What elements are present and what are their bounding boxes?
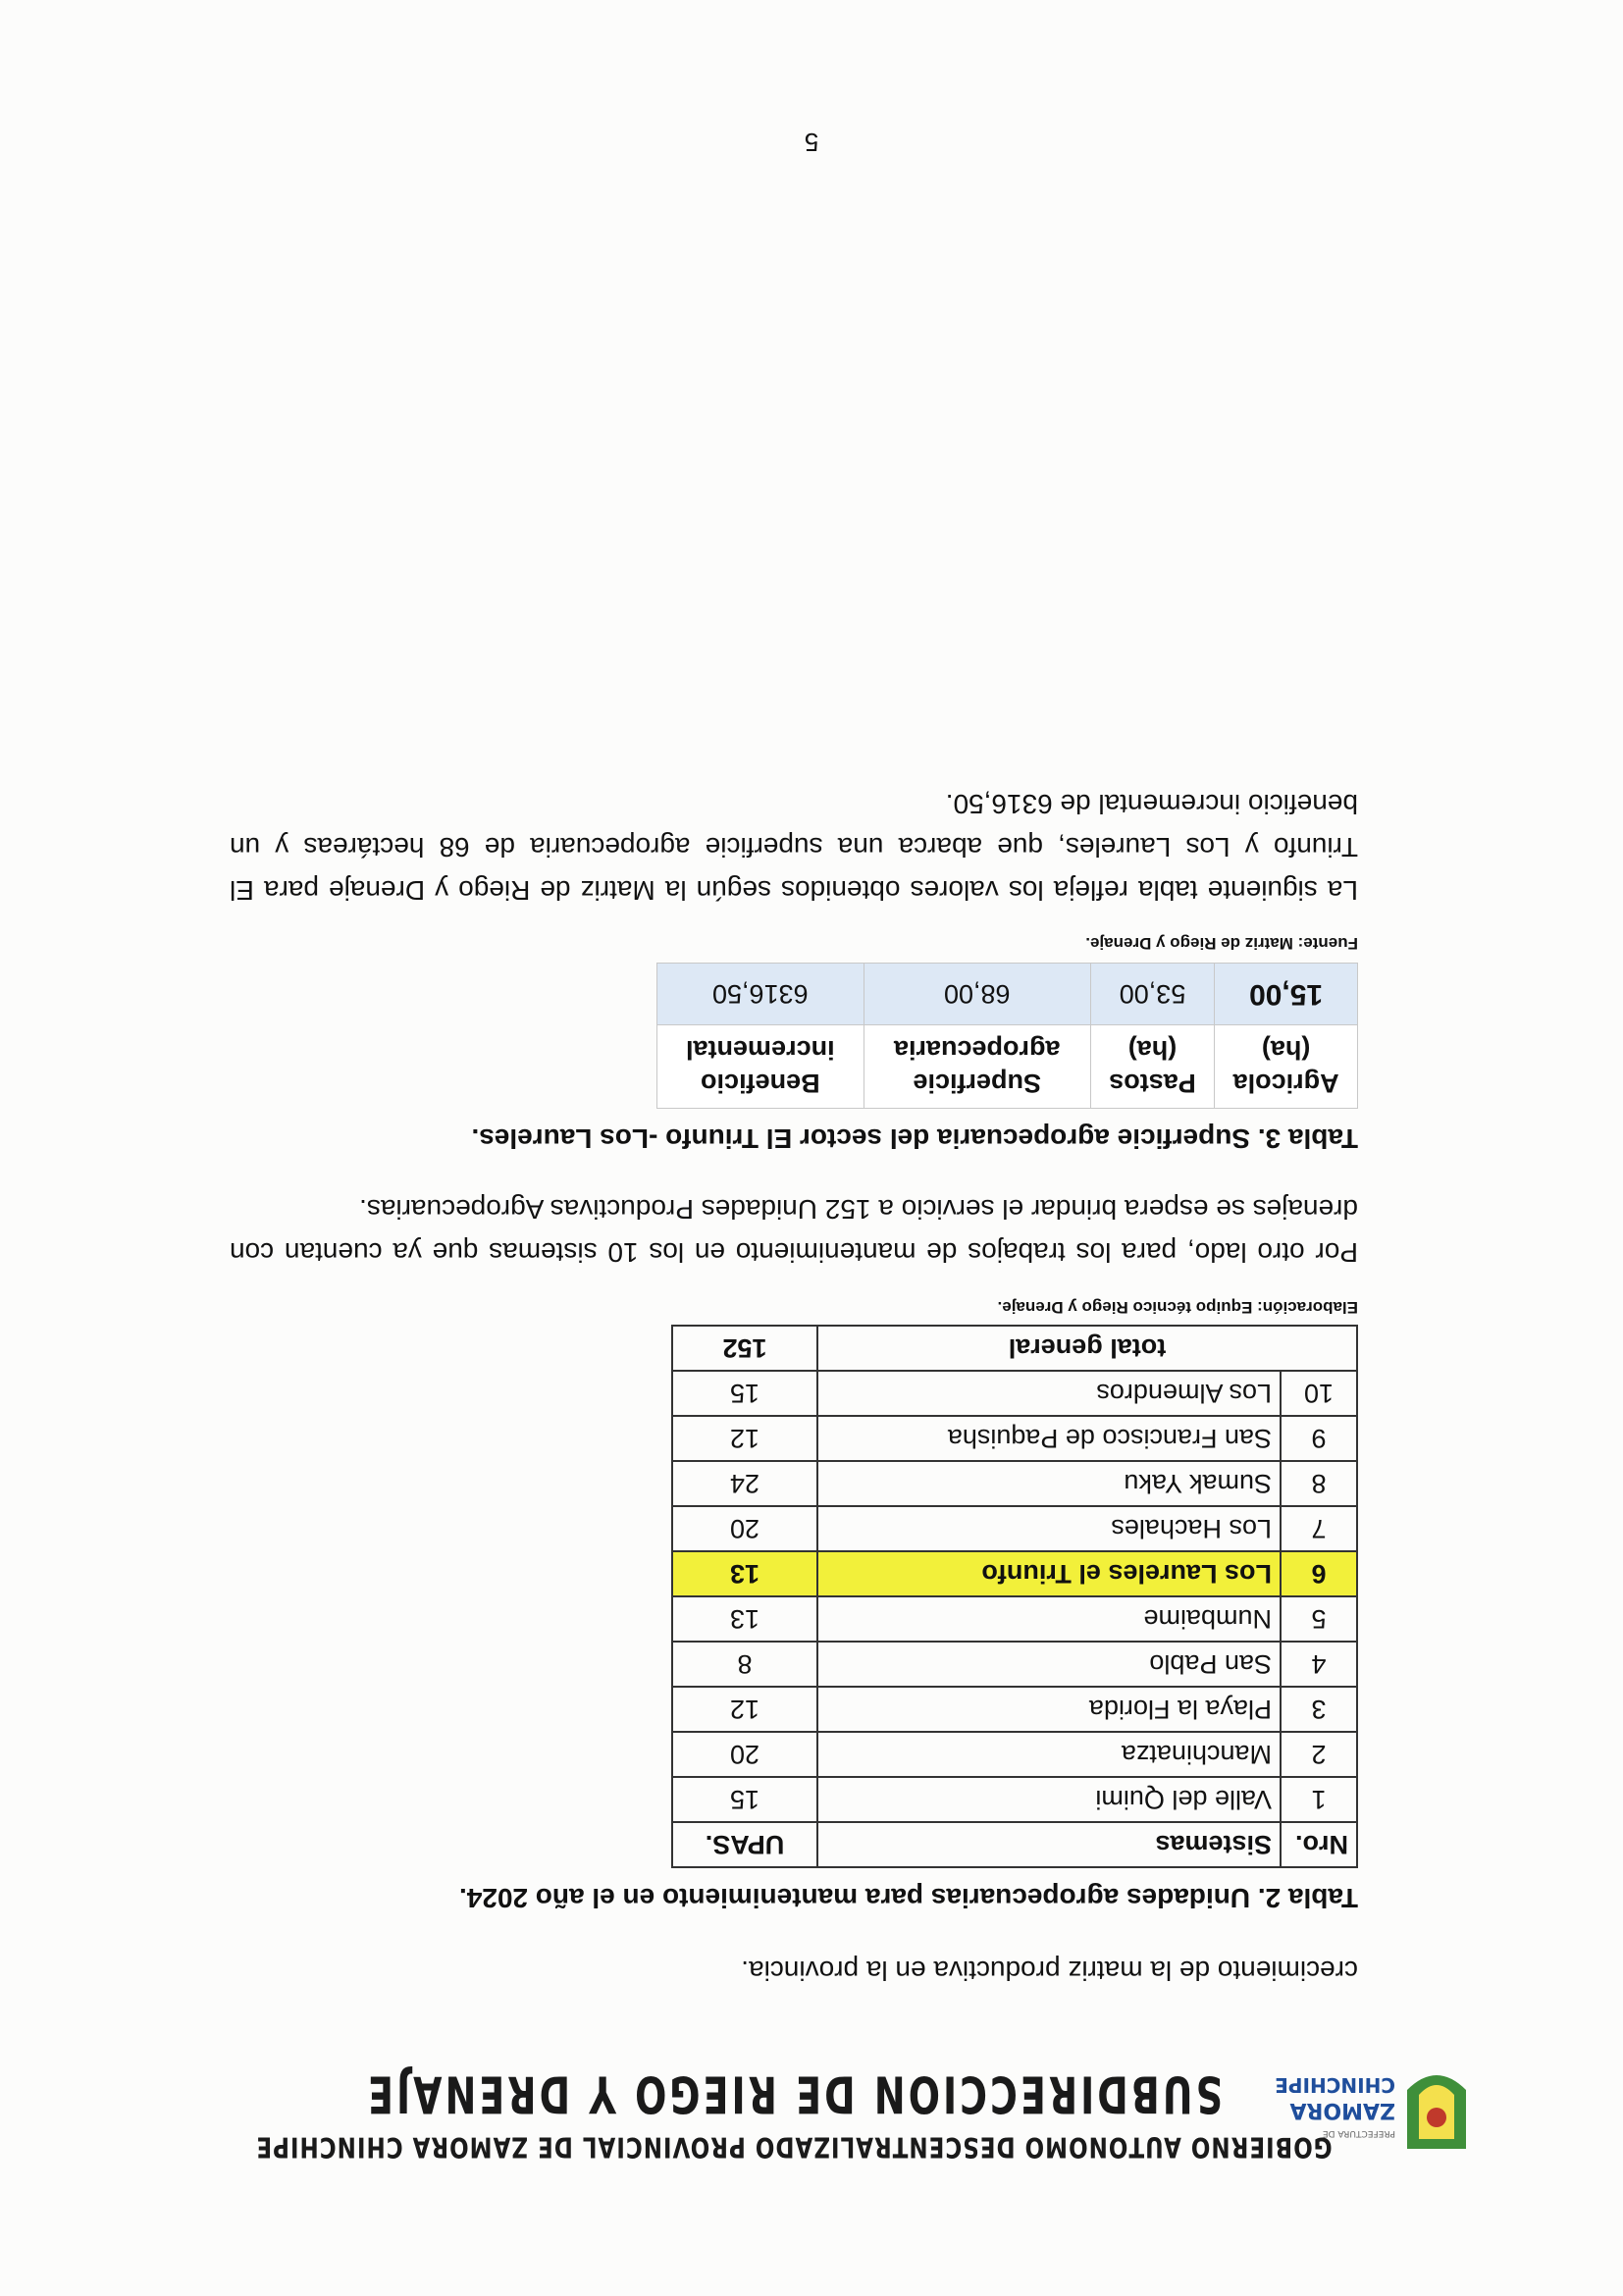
value-agricola: 15,00	[1215, 964, 1358, 1025]
total-label: total general	[817, 1326, 1357, 1371]
table-row	[672, 1777, 1357, 1822]
table2-caption: Tabla 2. Unidades agropecuarias para mantenimiento en el año 2024.	[458, 1883, 1358, 1913]
header-agricola: Agricola (ha)	[1215, 1025, 1358, 1109]
row-upas: 8	[672, 1642, 817, 1687]
page-content	[230, 782, 1395, 2163]
table-row	[672, 1416, 1357, 1461]
department-name: SUBDIRECCION DE RIEGO Y DRENAJE	[365, 2064, 1223, 2123]
row-upas: 20	[672, 1506, 817, 1551]
header-sistemas: Sistemas	[817, 1822, 1281, 1867]
row-nro: 9	[1281, 1416, 1357, 1461]
value-superficie: 68,00	[864, 964, 1090, 1025]
row-upas: 15	[672, 1777, 817, 1822]
row-sistema: Manchinatza	[817, 1732, 1281, 1777]
superficie-table	[656, 963, 1358, 1109]
table-total-row	[672, 1326, 1357, 1371]
row-upas: 13	[672, 1551, 817, 1596]
table-row	[672, 1596, 1357, 1642]
table-header-row	[657, 1025, 1358, 1109]
header-superficie: Superficie agropecuaria	[864, 1025, 1090, 1109]
value-pastos: 53,00	[1090, 964, 1214, 1025]
row-nro: 4	[1281, 1642, 1357, 1687]
table-row	[672, 1732, 1357, 1777]
upas-table	[671, 1325, 1358, 1868]
row-nro: 6	[1281, 1551, 1357, 1596]
row-sistema: Sumak Yaku	[817, 1461, 1281, 1506]
row-nro: 5	[1281, 1596, 1357, 1642]
table-row	[672, 1461, 1357, 1506]
header-nro: Nro.	[1281, 1822, 1357, 1867]
row-upas: 12	[672, 1687, 817, 1732]
row-sistema: Valle del Quimi	[817, 1777, 1281, 1822]
value-beneficio: 6316,50	[657, 964, 864, 1025]
table-row	[657, 964, 1358, 1025]
row-nro: 10	[1281, 1371, 1357, 1416]
row-nro: 1	[1281, 1777, 1357, 1822]
total-value: 152	[672, 1326, 817, 1371]
table2-source: Elaboración: Equipo técnico Riego y Drenaje.	[997, 1298, 1358, 1317]
table-row	[672, 1371, 1357, 1416]
table3-caption: Tabla 3. Superficie agropecuaria del sector El Triunfo -Los Laureles.	[471, 1123, 1358, 1154]
row-sistema: Numbaime	[817, 1596, 1281, 1642]
row-nro: 8	[1281, 1461, 1357, 1506]
table-row	[672, 1687, 1357, 1732]
row-sistema: Los Hachales	[817, 1506, 1281, 1551]
logo-line1: PREFECTURA DE	[1322, 2128, 1395, 2138]
logo-line2: ZAMORA	[1289, 2098, 1395, 2122]
table-row-highlighted	[672, 1551, 1357, 1596]
row-sistema: Los Laureles el Triunfo	[817, 1551, 1281, 1596]
row-sistema: Los Almendros	[817, 1371, 1281, 1416]
row-nro: 3	[1281, 1687, 1357, 1732]
table-row	[672, 1506, 1357, 1551]
row-upas: 20	[672, 1732, 817, 1777]
row-sistema: San Pablo	[817, 1642, 1281, 1687]
row-upas: 24	[672, 1461, 817, 1506]
row-upas: 12	[672, 1416, 817, 1461]
organization-name: GOBIERNO AUTONOMO DESCENTRALIZADO PROVINCIAL DE ZAMORA CHINCHIPE	[255, 2129, 1333, 2163]
table-row	[672, 1642, 1357, 1687]
row-nro: 7	[1281, 1506, 1357, 1551]
row-sistema: San Francisco de Paquisha	[817, 1416, 1281, 1461]
row-upas: 13	[672, 1596, 817, 1642]
table-header-row	[672, 1822, 1357, 1867]
logo-line3: CHINCHIPE	[1275, 2073, 1395, 2097]
matrix-paragraph: La siguiente tabla refleja los valores obtenidos según la Matriz de Riego y Drenaje para El Triunfo y Los Laureles, que abarca una superficie agropecuaria de 68 hectáreas y un beneficio incremental de 6316,50.	[230, 789, 1358, 906]
row-sistema: Playa la Florida	[817, 1687, 1281, 1732]
page-number: 5	[804, 128, 819, 157]
header-upas: UPAS.	[672, 1822, 817, 1867]
row-nro: 2	[1281, 1732, 1357, 1777]
maintenance-paragraph: Por otro lado, para los trabajos de mantenimiento en los 10 sistemas que ya cuentan con drenajes se espera brindar el servicio a 152 Unidades Productivas Agropecuarias.	[230, 1194, 1358, 1268]
row-upas: 15	[672, 1371, 817, 1416]
page-header	[230, 2031, 1395, 2163]
header-beneficio: Beneficio incremental	[657, 1025, 864, 1109]
intro-paragraph: crecimiento de la matriz productiva en la provincia.	[741, 1956, 1358, 1986]
table3-source: Fuente: Matriz de Riego y Drenaje.	[1085, 934, 1358, 953]
header-pastos: Pastos (ha)	[1090, 1025, 1214, 1109]
